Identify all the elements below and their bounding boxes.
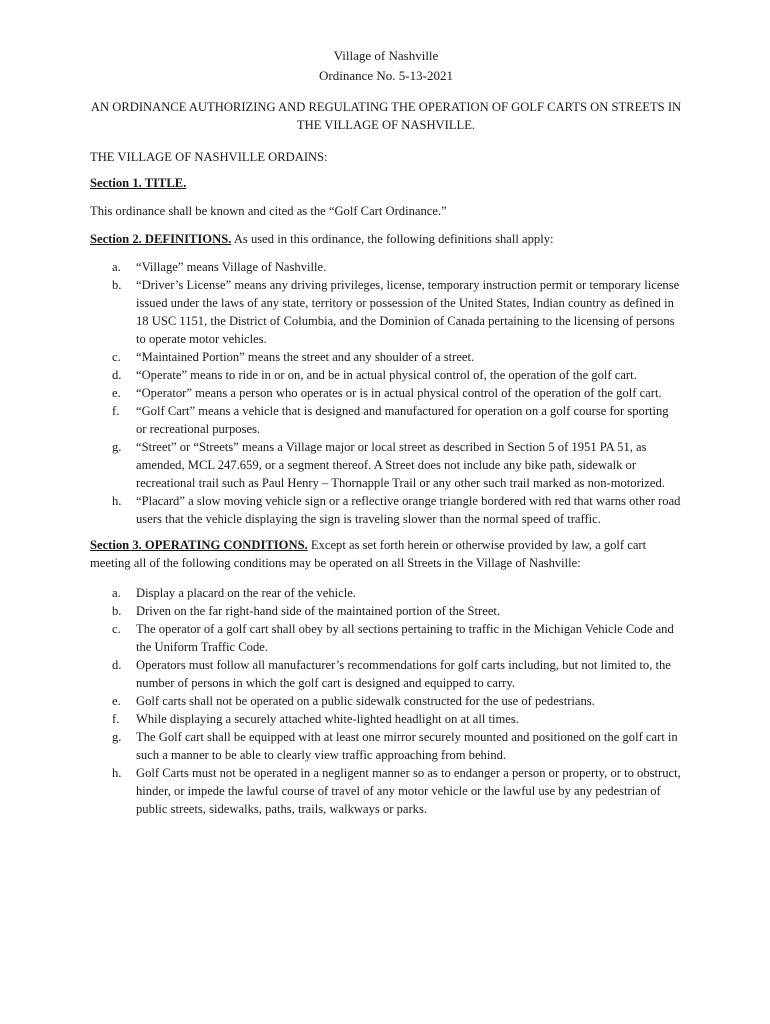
list-item: g. “Street” or “Streets” means a Village major or local street as described in Section 5 of 1951 PA 51, as amended, MCL 247.659, or a segment thereof. A Street does not include any bike path, sidewalk or recreational trail such as Paul Henry – Thornapple Trail or any other such trail marked as non-motorized.: [112, 440, 665, 490]
list-item: e. “Operator” means a person who operates or is in actual physical control of the operation of the golf cart.: [112, 386, 662, 400]
section-3-label: Section 3. OPERATING CONDITIONS.: [90, 538, 308, 552]
section-1-text: This ordinance shall be known and cited as the “Golf Cart Ordinance.”: [90, 204, 447, 218]
section-2-definitions-list: [90, 258, 682, 528]
ordinance-preamble: AN ORDINANCE AUTHORIZING AND REGULATING THE OPERATION OF GOLF CARTS ON STREETS IN THE VILLAGE OF NASHVILLE.: [90, 100, 682, 132]
list-item: f. While displaying a securely attached white-lighted headlight on at all times.: [112, 712, 519, 726]
list-item: f. “Golf Cart” means a vehicle that is designed and manufactured for operation on a golf course for sporting or recreational purposes.: [112, 404, 669, 436]
section-1-heading: [90, 174, 682, 192]
section-2-intro-text: As used in this ordinance, the following definitions shall apply:: [231, 232, 554, 246]
ordinance-number: Ordinance No. 5-13-2021: [319, 68, 453, 83]
list-item: h. Golf Carts must not be operated in a negligent manner so as to endanger a person or property, or to obstruct, hinder, or impede the lawful course of travel of any motor vehicle or the lawful use by any pedestrian of public streets, sidewalks, paths, trails, walkways or parks.: [112, 766, 681, 816]
list-item: c. “Maintained Portion” means the street and any shoulder of a street.: [112, 350, 475, 364]
village-name: Village of Nashville: [333, 48, 439, 63]
document-heading: [90, 46, 682, 86]
section-2-intro: [90, 230, 682, 248]
list-item: e. Golf carts shall not be operated on a public sidewalk constructed for the use of pedestrians.: [112, 694, 595, 708]
list-item: d. “Operate” means to ride in or on, and be in actual physical control of, the operation of the golf cart.: [112, 368, 637, 382]
section-3-intro: [90, 536, 682, 572]
section-1-label: Section 1. TITLE.: [90, 176, 187, 190]
section-2-label: Section 2. DEFINITIONS.: [90, 232, 232, 246]
list-item: a. Display a placard on the rear of the vehicle.: [112, 586, 356, 600]
list-item: h. “Placard” a slow moving vehicle sign or a reflective orange triangle bordered with red that warns other road users that the vehicle displaying the sign is traveling slower than the normal speed of traffic.: [112, 494, 681, 526]
list-item: g. The Golf cart shall be equipped with at least one mirror securely mounted and positioned on the golf cart in such a manner to be able to clearly view traffic approaching from behind.: [112, 730, 678, 762]
section-3-conditions-list: [90, 584, 682, 818]
section-3-intro-text: Except as set forth herein or otherwise provided by law, a golf cart meeting all of the following conditions may be operated on all Streets in the Village of Nashville:: [90, 538, 647, 570]
list-item: b. Driven on the far right-hand side of the maintained portion of the Street.: [112, 604, 501, 618]
list-item: d. Operators must follow all manufacturer’s recommendations for golf carts including, but not limited to, the number of persons in which the golf cart is designed and equipped to carry.: [112, 658, 671, 690]
list-item: a. “Village” means Village of Nashville.: [112, 260, 327, 274]
ordains-statement: THE VILLAGE OF NASHVILLE ORDAINS:: [90, 150, 328, 164]
list-item: c. The operator of a golf cart shall obey by all sections pertaining to traffic in the Michigan Vehicle Code and the Uniform Traffic Code.: [112, 622, 674, 654]
list-item: b. “Driver’s License” means any driving privileges, license, temporary instruction permit or temporary license issued under the laws of any state, territory or possession of the United States, Indian country as defined in 18 USC 1151, the District of Columbia, and the Dominion of Canada pertaining to the licensing of persons to operate motor vehicles.: [112, 278, 680, 346]
